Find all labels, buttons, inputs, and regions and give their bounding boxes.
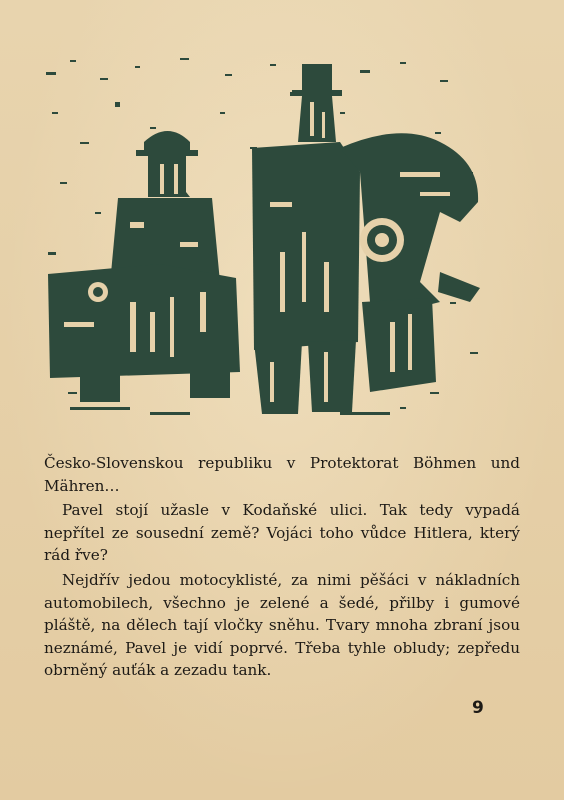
left-soldier	[110, 131, 220, 284]
page-number: 9	[472, 698, 484, 718]
paragraph-3: Nejdřív jedou motocyklisté, za nimi pěšáci v nákladních automobilech, všechno je zelené a šedé, přilby i gumové pláště, na dělech tají vločky sněhu. Tvary mnoha zbraní jsou neznámé, Pavel je vidí poprvé. Třeba tyhle obludy; zepředu obrněný auťák a zezadu tank.	[44, 570, 520, 680]
right-soldier	[252, 64, 360, 414]
paragraph-2: Pavel stojí užasle v Kodaňské ulici. Tak tedy vypadá nepřítel ze sousední země? Vojáci toho vůdce Hitlera, který rád řve?	[44, 501, 520, 565]
body-text	[44, 452, 520, 684]
motorcycle	[48, 264, 240, 402]
woodcut-illustration	[40, 52, 490, 422]
armored-vehicle	[340, 133, 480, 392]
paragraph-1: Česko-Slovenskou republiku v Protektorat Böhmen und Mähren…	[44, 454, 520, 495]
